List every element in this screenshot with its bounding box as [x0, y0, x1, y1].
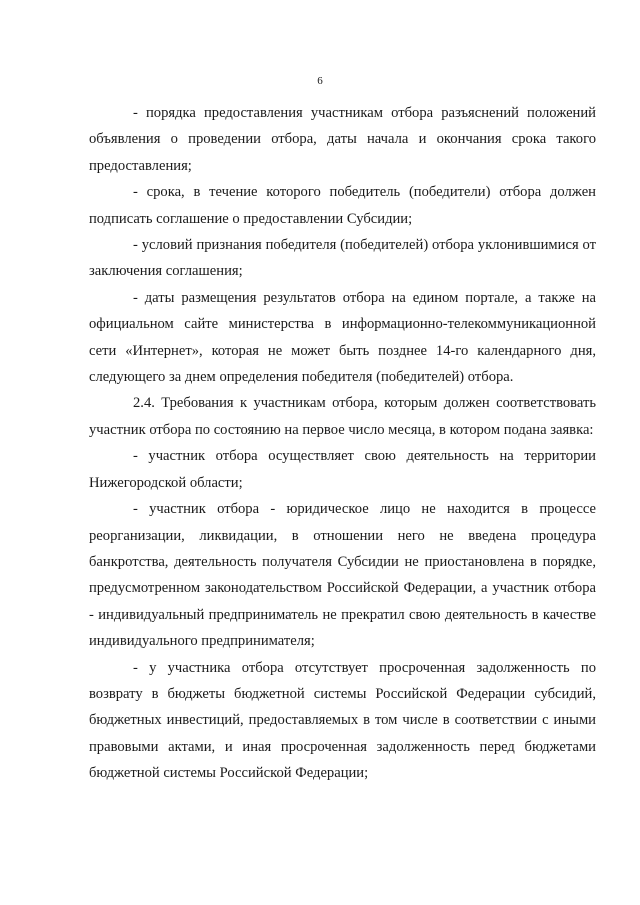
paragraph-agreement-deadline: - срока, в течение которого победитель (победители) отбора должен подписать соглашение о предоставлении Субсидии;: [89, 184, 596, 227]
paragraph-clarification-procedure: - порядка предоставления участникам отбора разъяснений положений объявления о проведении отбора, даты начала и окончания срока такого предоставления;: [89, 105, 596, 174]
paragraph-evasion-conditions: - условий признания победителя (победителей) отбора уклонившимися от заключения соглашения;: [89, 237, 596, 280]
paragraph-section-2-4: 2.4. Требования к участникам отбора, которым должен соответствовать участник отбора по состоянию на первое число месяца, в котором подана заявка:: [89, 395, 596, 438]
paragraph-debt-requirement: - у участника отбора отсутствует просроченная задолженность по возврату в бюджеты бюджетной системы Российской Федерации субсидий, бюджетных инвестиций, предоставляемых в том числе в соответствии с иными правовыми актами, и иная просроченная задолженность перед бюджетами бюджетной системы Российской Федерации;: [89, 659, 596, 782]
paragraph-reorganization-requirement: - участник отбора - юридическое лицо не находится в процессе реорганизации, ликвидации, в отношении него не введена процедура банкротства, деятельность получателя Субсидии не приостановлена в порядке, предусмотренном законодательством Российской Федерации, а участник отбора - индивидуальный предприниматель не прекратил свою деятельность в качестве индивидуального предпринимателя;: [89, 501, 596, 650]
document-body: [89, 100, 596, 787]
paragraph-results-publication: - даты размещения результатов отбора на едином портале, а также на официальном сайте министерства в информационно-телекоммуникационной сети «Интернет», которая не может быть позднее 14-го календарного дня, следующего за днем определения победителя (победителей) отбора.: [89, 289, 596, 386]
paragraph-territory-requirement: - участник отбора осуществляет свою деятельность на территории Нижегородской области;: [89, 448, 596, 491]
page-number: 6: [317, 75, 323, 87]
